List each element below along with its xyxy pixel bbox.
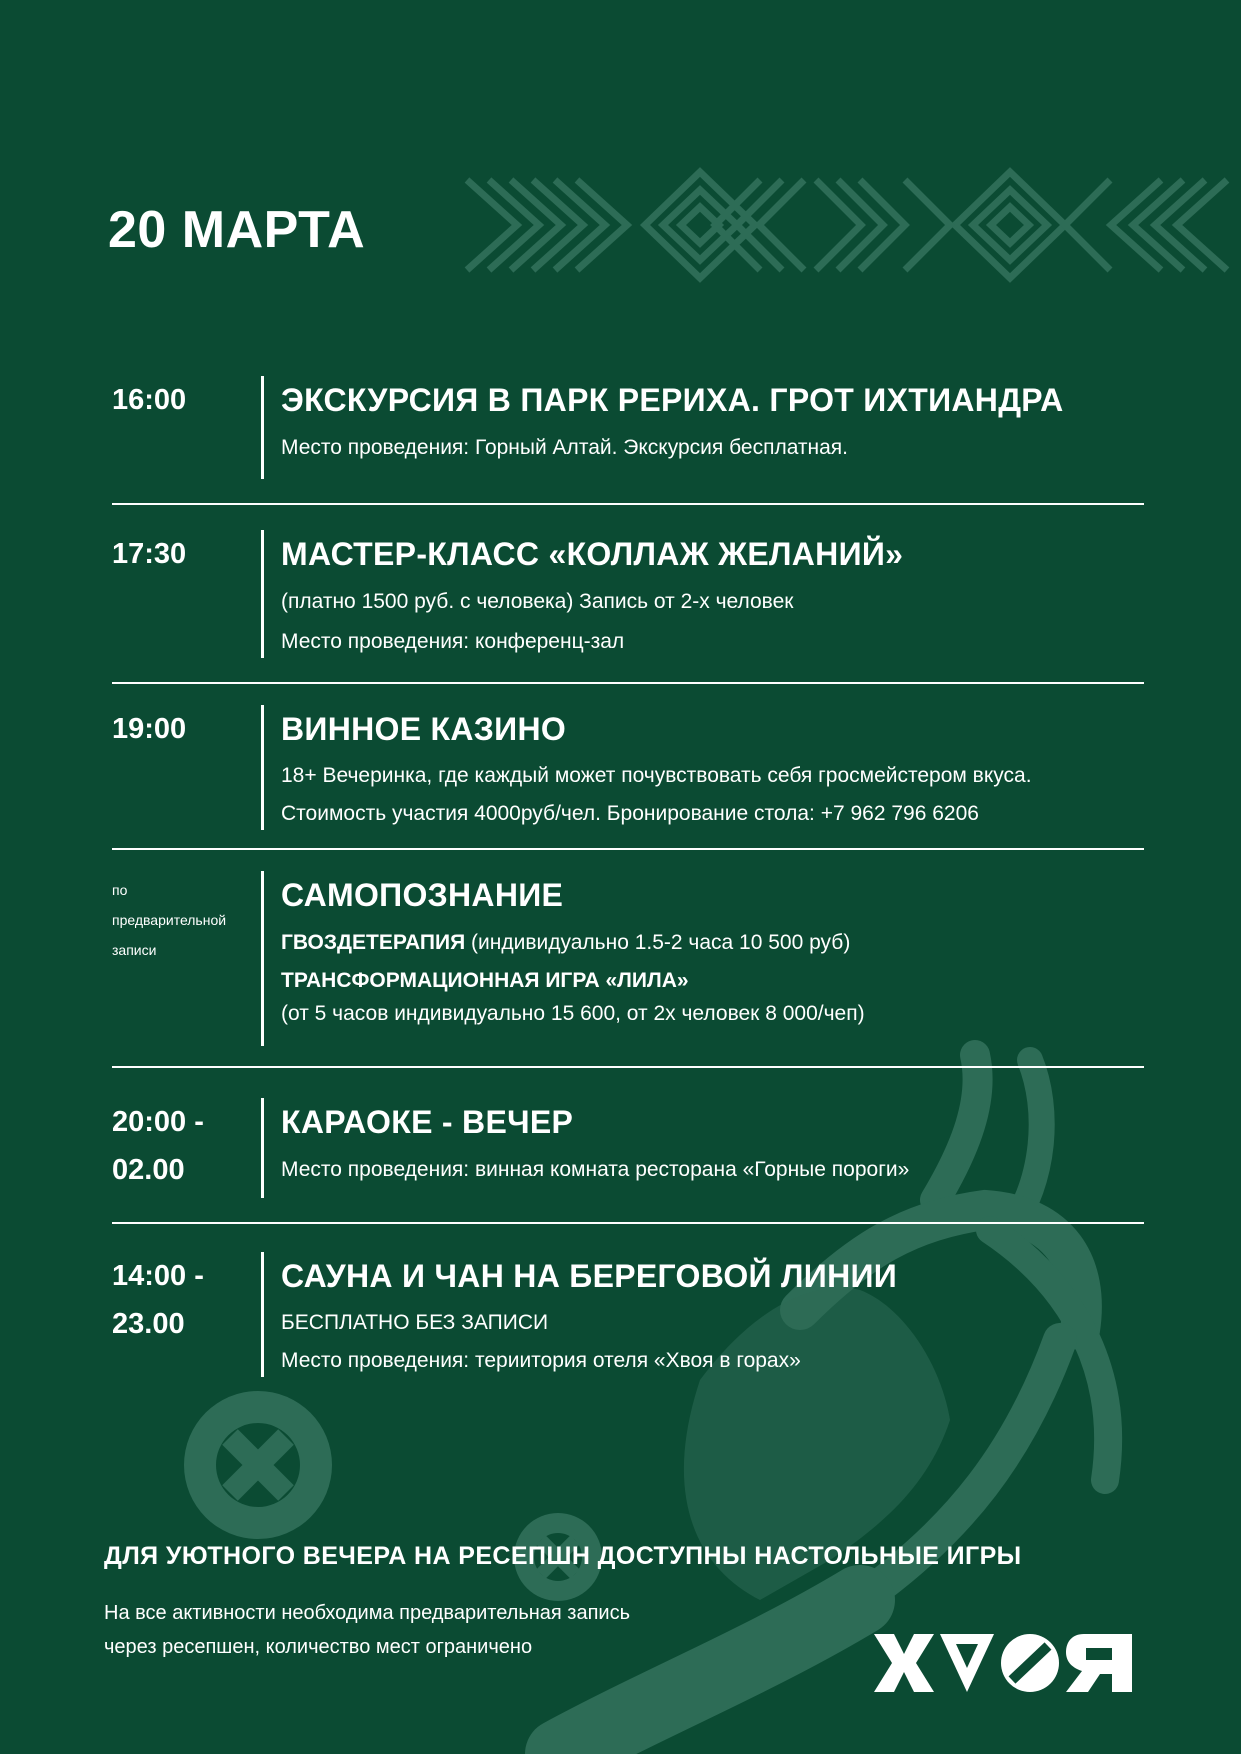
event-time: 17:30 xyxy=(112,538,187,570)
footer-note-line: через ресепшен, количество мест ограничено xyxy=(104,1636,533,1658)
event-body xyxy=(281,1098,1141,1190)
chevron-ornament-band xyxy=(467,172,1227,278)
event-divider-bar xyxy=(261,1098,264,1198)
page-title: 20 МАРТА xyxy=(108,201,366,259)
event-time-line: 02.00 xyxy=(112,1154,185,1186)
separator-line xyxy=(112,503,1144,505)
subitem-detail: (индивидуально 1.5-2 часа 10 500 руб) xyxy=(471,931,851,954)
event-subitem xyxy=(281,923,1141,963)
separator-line xyxy=(112,682,1144,684)
event-body xyxy=(281,1252,1141,1380)
event-time: 16:00 xyxy=(112,384,187,416)
footer-headline: ДЛЯ УЮТНОГО ВЕЧЕРА НА РЕСЕПШН ДОСТУПНЫ НАСТОЛЬНЫЕ ИГРЫ xyxy=(104,1542,1022,1570)
event-detail: 18+ Вечеринка, где каждый может почувствовать себя гросмейстером вкуса. xyxy=(281,764,1032,787)
event-title: САМОПОЗНАНИЕ xyxy=(281,877,564,913)
subitem-detail: (от 5 часов индивидуально 15 600, от 2х человек 8 000/чеп) xyxy=(281,1002,865,1025)
event-detail: Место проведения: Горный Алтай. Экскурсия бесплатная. xyxy=(281,436,849,459)
event-body xyxy=(281,376,1141,468)
event-time-note-line: по xyxy=(112,882,128,898)
separator-line xyxy=(112,848,1144,850)
subitem-name: ТРАНСФОРМАЦИОННАЯ ИГРА «ЛИЛА» xyxy=(281,969,689,992)
event-time xyxy=(112,1252,252,1348)
event-detail: (платно 1500 руб. с человека) Запись от 2-х человек xyxy=(281,590,794,613)
event-title: ВИННОЕ КАЗИНО xyxy=(281,711,567,747)
footer-note-line: На все активности необходима предварительная запись xyxy=(104,1602,631,1624)
event-time-note-line: предварительной xyxy=(112,912,227,928)
subitem-name: ГВОЗДЕТЕРАПИЯ xyxy=(281,931,466,954)
footer-note xyxy=(104,1596,630,1664)
event-time-line: 23.00 xyxy=(112,1308,185,1340)
event-body xyxy=(281,705,1141,833)
event-detail: Стоимость участия 4000руб/чел. Бронирование стола: +7 962 796 6206 xyxy=(281,802,979,825)
event-body xyxy=(281,530,1141,662)
event-divider-bar xyxy=(261,871,264,1046)
event-divider-bar xyxy=(261,705,264,830)
event-time: 19:00 xyxy=(112,713,187,745)
event-time-line: 20:00 - xyxy=(112,1106,204,1138)
event-time-line: 14:00 - xyxy=(112,1260,204,1292)
event-time-note xyxy=(112,875,252,965)
event-body xyxy=(281,871,1141,1029)
event-time-note-line: записи xyxy=(112,942,157,958)
event-divider-bar xyxy=(261,1252,264,1377)
event-title: КАРАОКЕ - ВЕЧЕР xyxy=(281,1104,574,1140)
event-title: ЭКСКУРСИЯ В ПАРК РЕРИХА. ГРОТ ИХТИАНДРА xyxy=(281,382,1064,418)
event-divider-bar xyxy=(261,530,264,658)
event-title: МАСТЕР-КЛАСС «КОЛЛАЖ ЖЕЛАНИЙ» xyxy=(281,536,904,572)
event-detail: Место проведения: конференц-зал xyxy=(281,630,625,653)
event-detail: БЕСПЛАТНО БЕЗ ЗАПИСИ xyxy=(281,1311,549,1334)
separator-line xyxy=(112,1066,1144,1068)
event-divider-bar xyxy=(261,376,264,479)
event-time xyxy=(112,1098,252,1194)
event-title: САУНА И ЧАН НА БЕРЕГОВОЙ ЛИНИИ xyxy=(281,1258,898,1294)
event-detail: Место проведения: винная комната ресторана «Горные пороги» xyxy=(281,1158,910,1181)
wheel-ornament-large xyxy=(184,1391,332,1539)
event-detail: Место проведения: териитория отеля «Хвоя в горах» xyxy=(281,1349,801,1372)
hvoya-logo xyxy=(872,1632,1134,1694)
separator-line xyxy=(112,1222,1144,1224)
